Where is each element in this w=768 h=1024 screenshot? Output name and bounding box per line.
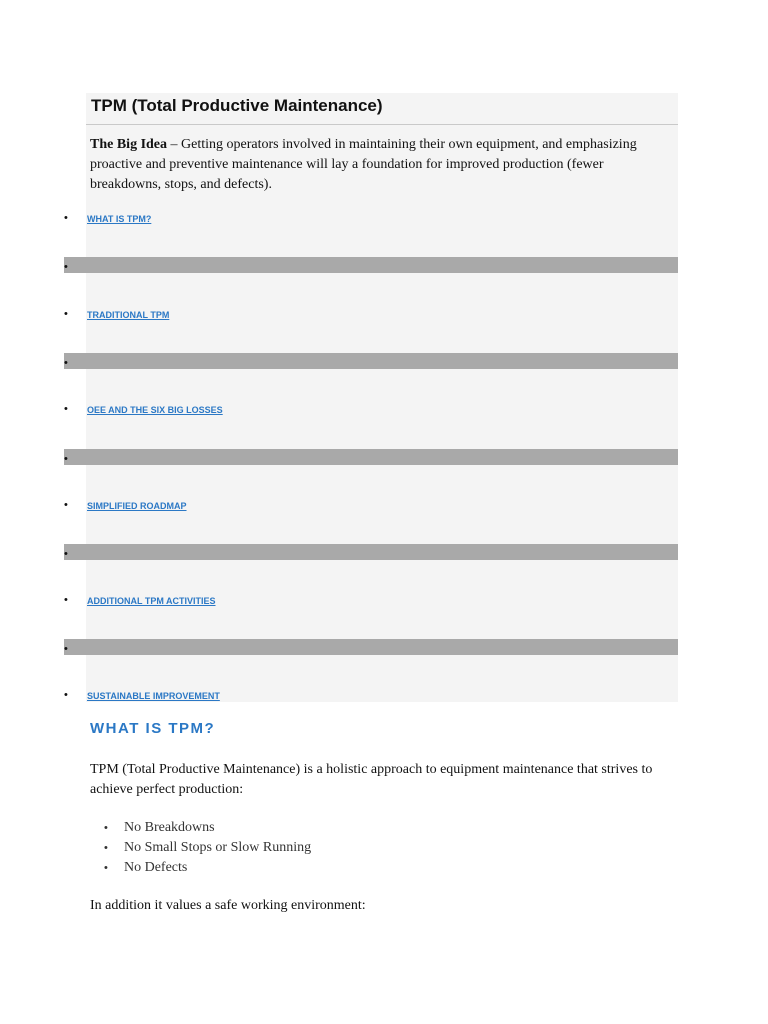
toc-item-oee-six-big-losses xyxy=(64,369,678,449)
toc-bullet: • xyxy=(64,212,68,224)
toc-separator xyxy=(64,449,678,465)
toc-bullet: • xyxy=(64,308,68,320)
goal-text: No Breakdowns xyxy=(124,820,215,835)
list-item xyxy=(104,858,311,878)
toc-item-what-is-tpm xyxy=(64,195,678,257)
toc-bullet: • xyxy=(64,548,68,560)
toc-separator xyxy=(64,353,678,369)
toc-bullet: • xyxy=(64,594,68,606)
section-paragraph-safety: In addition it values a safe working environment: xyxy=(90,898,366,913)
list-item xyxy=(104,838,311,858)
toc-bullet: • xyxy=(64,261,68,273)
toc-link-sustainable-improvement[interactable]: SUSTAINABLE IMPROVEMENT xyxy=(87,691,220,701)
toc-item-traditional-tpm xyxy=(64,273,678,353)
toc-separator xyxy=(64,544,678,560)
goal-text: No Defects xyxy=(124,860,188,875)
toc-bullet: • xyxy=(64,403,68,415)
toc-bullet: • xyxy=(64,357,68,369)
toc-item-sustainable-improvement xyxy=(64,655,678,702)
intro-paragraph xyxy=(90,135,660,195)
section-heading-what-is-tpm: WHAT IS TPM? xyxy=(90,720,216,737)
goals-list xyxy=(104,818,311,878)
bullet-dot: • xyxy=(104,862,108,874)
bullet-dot: • xyxy=(104,822,108,834)
goal-text: No Small Stops or Slow Running xyxy=(124,840,312,855)
page-title: TPM (Total Productive Maintenance) xyxy=(91,96,383,115)
bullet-dot: • xyxy=(104,842,108,854)
toc-separator xyxy=(64,639,678,655)
title-box xyxy=(86,93,678,125)
toc-item-additional-tpm-activities xyxy=(64,560,678,639)
section-paragraph-intro: TPM (Total Productive Maintenance) is a holistic approach to equipment maintenance that strives to achieve perfect production: xyxy=(90,762,653,797)
toc-link-additional-tpm-activities[interactable]: ADDITIONAL TPM ACTIVITIES xyxy=(87,596,216,606)
toc-link-oee-six-big-losses[interactable]: OEE AND THE SIX BIG LOSSES xyxy=(87,405,223,415)
intro-text: – Getting operators involved in maintaining their own equipment, and emphasizing proactive and preventive maintenance will lay a foundation for improved production (fewer breakdowns, stops, and defects). xyxy=(90,137,637,192)
toc-bullet: • xyxy=(64,643,68,655)
toc-item-simplified-roadmap xyxy=(64,465,678,544)
intro-bold-lead: The Big Idea xyxy=(90,137,168,152)
toc-link-traditional-tpm[interactable]: TRADITIONAL TPM xyxy=(87,310,170,320)
toc-bullet: • xyxy=(64,689,68,701)
toc-link-what-is-tpm[interactable]: WHAT IS TPM? xyxy=(87,214,152,224)
list-item xyxy=(104,818,311,838)
table-of-contents xyxy=(64,195,678,702)
toc-link-simplified-roadmap[interactable]: SIMPLIFIED ROADMAP xyxy=(87,501,187,511)
toc-separator xyxy=(64,257,678,273)
toc-bullet: • xyxy=(64,499,68,511)
intro-box xyxy=(86,125,678,195)
toc-bullet: • xyxy=(64,453,68,465)
